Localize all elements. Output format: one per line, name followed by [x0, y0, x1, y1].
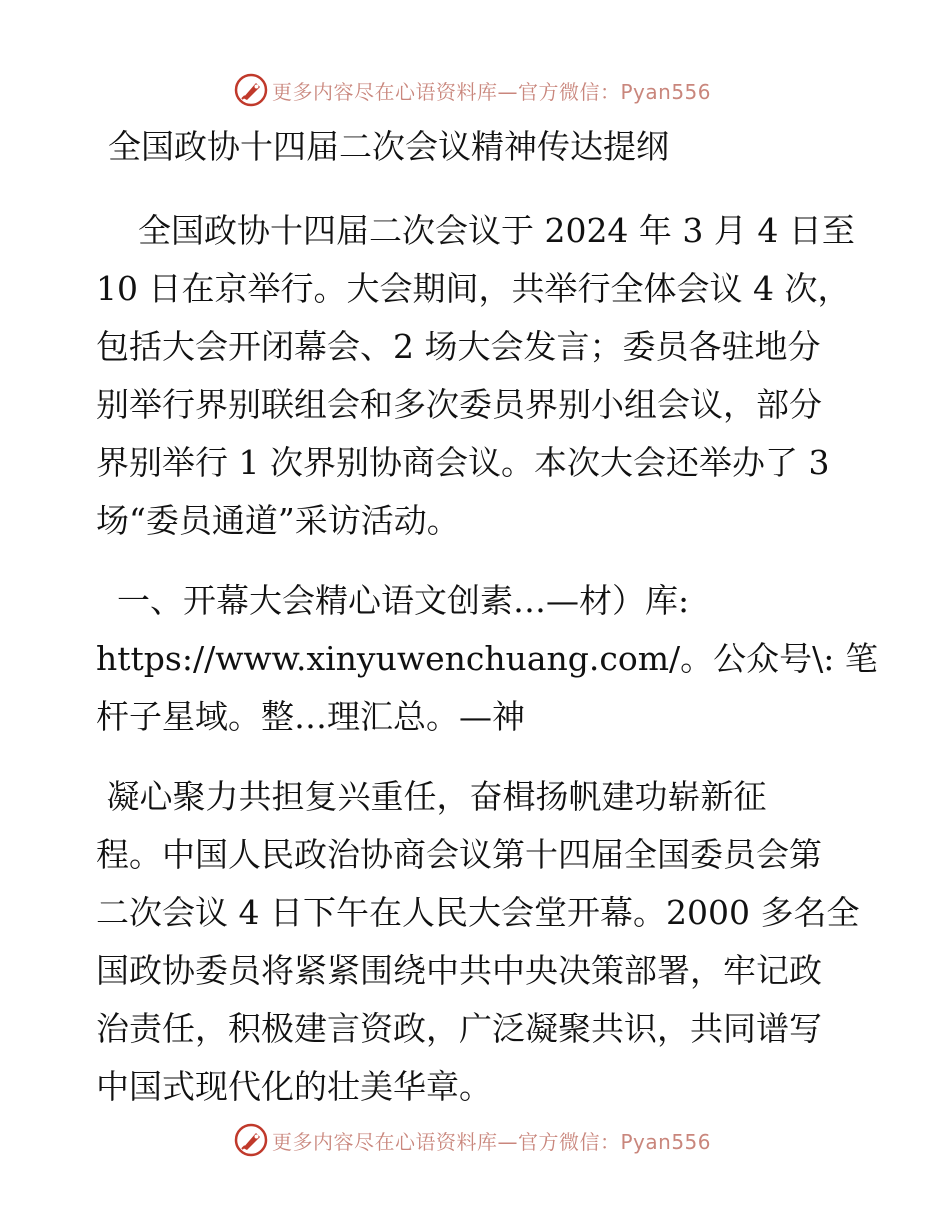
text-line: 场“委员通道”采访活动。 [96, 501, 460, 540]
text-line: 杆子星域。整…理汇总。—神 [96, 697, 525, 736]
watermark-banner-top [234, 70, 714, 110]
text-line: 10 日在京举行。大会期间，共举行全体会议 4 次， [96, 269, 851, 308]
paragraph-intro [96, 202, 856, 550]
document-title: 全国政协十四届二次会议精神传达提纲 [108, 127, 669, 166]
url-text-line: https://www.xinyuwenchuang.com/。公众号\: 笔 [96, 639, 878, 678]
watermark-banner-bottom [234, 1120, 714, 1160]
text-line: 全国政协十四届二次会议于 2024 年 3 月 4 日至 [96, 211, 855, 250]
text-line: 包括大会开闭幕会、2 场大会发言；委员各驻地分 [96, 327, 821, 366]
text-line: 国政协委员将紧紧围绕中共中央决策部署，牢记政 [96, 951, 822, 990]
pen-nib-seal-icon [234, 1123, 268, 1157]
text-line: 程。中国人民政治协商会议第十四届全国委员会第 [96, 835, 822, 874]
text-line: 中国式现代化的壮美华章。 [96, 1067, 492, 1106]
paragraph-section-one-heading [96, 572, 878, 746]
pen-nib-seal-icon [234, 73, 268, 107]
watermark-text: 更多内容尽在心语资料库—官方微信：Pyan556 [272, 79, 712, 104]
section-heading-line: 一、开幕大会精心语文创素…—材）库: [96, 581, 690, 620]
text-line: 二次会议 4 日下午在人民大会堂开幕。2000 多名全 [96, 893, 860, 932]
text-line: 治责任，积极建言资政，广泛凝聚共识，共同谱写 [96, 1009, 822, 1048]
text-line: 别举行界别联组会和多次委员界别小组会议，部分 [96, 385, 822, 424]
watermark-text: 更多内容尽在心语资料库—官方微信：Pyan556 [272, 1129, 712, 1154]
document-body [96, 118, 878, 1138]
paragraph-opening-summary [96, 768, 860, 1116]
text-line: 界别举行 1 次界别协商会议。本次大会还举办了 3 [96, 443, 830, 482]
text-line: 凝心聚力共担复兴重任，奋楫扬帆建功崭新征 [96, 777, 767, 816]
